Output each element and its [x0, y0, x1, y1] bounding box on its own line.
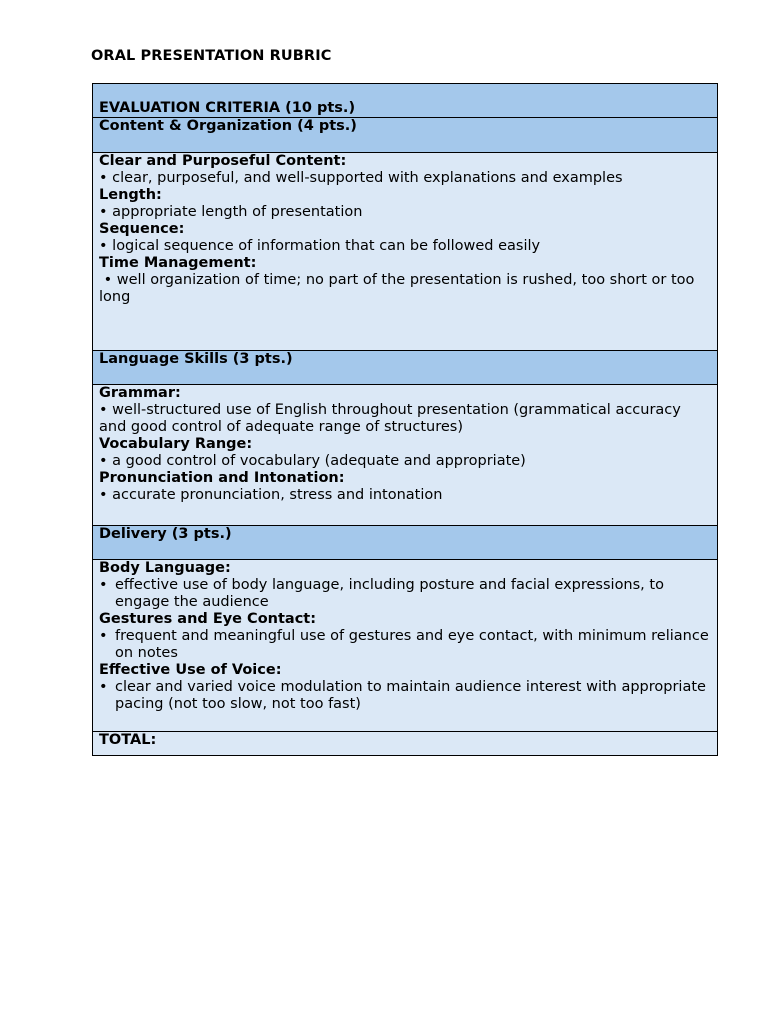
language-section-heading: Language Skills (3 pts.): [99, 351, 293, 367]
bullet-icon: •: [99, 628, 108, 644]
criterion-description: • logical sequence of information that can be followed easily: [99, 238, 541, 254]
evaluation-criteria-row: [93, 84, 718, 118]
criterion-description: • well organization of time; no part of the presentation is rushed, too short or too long: [99, 272, 700, 305]
delivery-section-heading: Delivery (3 pts.): [99, 526, 232, 542]
content-section-header-cell: [93, 118, 718, 153]
criterion-label: Pronunciation and Intonation:: [99, 470, 345, 486]
rubric-table: [92, 83, 718, 756]
criterion-label: Length:: [99, 187, 162, 203]
language-section-header-cell: [93, 351, 718, 385]
criterion-label: Time Management:: [99, 255, 257, 271]
criterion-description: • a good control of vocabulary (adequate and appropriate): [99, 453, 526, 469]
content-section-heading: Content & Organization (4 pts.): [99, 118, 357, 134]
content-section-header-row: [93, 118, 718, 153]
bullet-icon: •: [99, 679, 108, 695]
criterion-bullet-item: [99, 679, 711, 713]
delivery-section-header-row: [93, 526, 718, 560]
criterion-label: Body Language:: [99, 560, 231, 576]
document-title: ORAL PRESENTATION RUBRIC: [91, 48, 332, 64]
criterion-description: • appropriate length of presentation: [99, 204, 363, 220]
delivery-section-header-cell: [93, 526, 718, 560]
criterion-description: • accurate pronunciation, stress and intonation: [99, 487, 443, 503]
criterion-description: • clear, purposeful, and well-supported with explanations and examples: [99, 170, 623, 186]
content-section-body-row: [93, 153, 718, 351]
criterion-bullet-item: [99, 577, 711, 611]
criterion-bullet-item: [99, 628, 711, 662]
content-section-body-cell: [93, 153, 718, 351]
criterion-description: effective use of body language, including posture and facial expressions, to engage the audience: [115, 577, 664, 610]
criterion-label: Gestures and Eye Contact:: [99, 611, 317, 627]
total-cell: [93, 732, 718, 756]
criterion-label: Grammar:: [99, 385, 181, 401]
total-row: [93, 732, 718, 756]
criterion-label: Sequence:: [99, 221, 185, 237]
language-section-body-row: [93, 385, 718, 526]
language-section-header-row: [93, 351, 718, 385]
criterion-label: Vocabulary Range:: [99, 436, 253, 452]
criterion-description: • well-structured use of English throughout presentation (grammatical accuracy and good control of adequate range of structures): [99, 402, 681, 435]
delivery-section-body-cell: [93, 560, 718, 732]
total-label: TOTAL:: [99, 732, 157, 748]
criterion-description: frequent and meaningful use of gestures and eye contact, with minimum reliance on notes: [115, 628, 709, 661]
evaluation-criteria-header: EVALUATION CRITERIA (10 pts.): [99, 100, 356, 116]
criterion-label: Clear and Purposeful Content:: [99, 153, 347, 169]
criterion-description: clear and varied voice modulation to maintain audience interest with appropriate pacing (not too slow, not too fast): [115, 679, 706, 712]
bullet-icon: •: [99, 577, 108, 593]
language-section-body-cell: [93, 385, 718, 526]
evaluation-criteria-cell: [93, 84, 718, 118]
criterion-label: Effective Use of Voice:: [99, 662, 282, 678]
delivery-section-body-row: [93, 560, 718, 732]
